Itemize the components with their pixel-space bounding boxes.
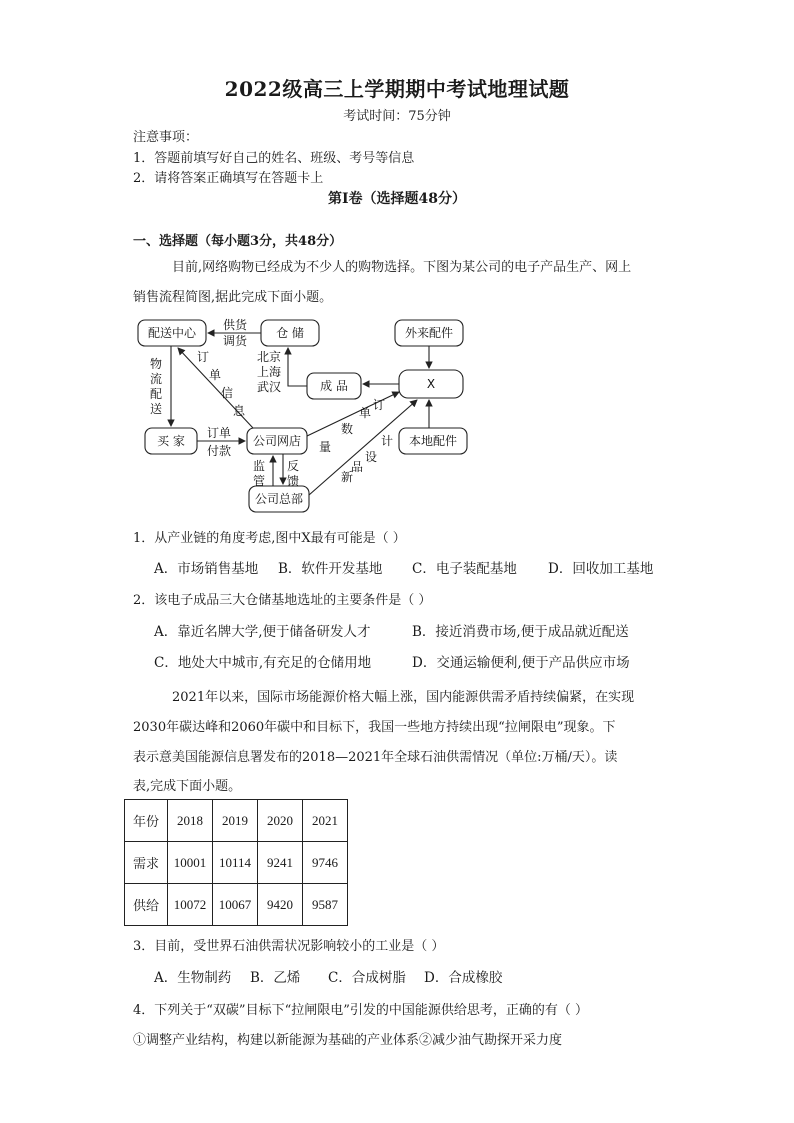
q4-line2: ①调整产业结构，构建以新能源为基础的产业体系②减少油气勘探开采力度 [133, 1033, 563, 1048]
table-cell: 10114 [213, 842, 258, 884]
intro2-line4: 表,完成下面小题。 [133, 779, 242, 794]
q2-option-b: B．接近消费市场,便于成品就近配送 [412, 624, 629, 640]
label-payment: 付款 [207, 444, 232, 458]
node-label-local-parts: 本地配件 [408, 434, 458, 448]
q1-option-d: D．回收加工基地 [548, 561, 654, 577]
part-one-heading: 一、选择题（每小题3分，共48分） [133, 234, 343, 249]
table-cell: 2020 [258, 800, 303, 842]
table-cell: 需求 [125, 842, 168, 884]
q2-option-a: A．靠近名牌大学,便于储备研发人才 [154, 624, 371, 640]
node-label-x: X [426, 377, 436, 391]
label-supervise-1: 监 [253, 459, 266, 473]
page-title: 2022级高三上学期期中考试地理试题 [224, 77, 570, 101]
label-logistics-1: 物 [150, 357, 163, 371]
label-new-design-2: 计 [381, 434, 394, 448]
label-city-wuhan: 武汉 [257, 380, 282, 394]
label-order-info-3: 信 [221, 386, 234, 400]
table-cell: 年份 [125, 800, 168, 842]
node-label-online-store: 公司网店 [252, 434, 302, 448]
table-cell: 9420 [258, 884, 303, 926]
label-new-design-1: 设 [365, 450, 378, 464]
q4-stem: 4．下列关于“双碳”目标下“拉闸限电”引发的中国能源供给思考，正确的有（ ） [133, 1003, 588, 1018]
intro2-line1: 2021年以来，国际市场能源价格大幅上涨，国内能源供需矛盾持续偏紧，在实现 [172, 690, 635, 705]
intro2-line2: 2030年碳达峰和2060年碳中和目标下，我国一些地方持续出现“拉闸限电”现象。下 [133, 720, 616, 735]
label-order: 订单 [207, 426, 232, 440]
intro2-line3: 表示意美国能源信息署发布的2018—2021年全球石油供需情况（单位:万桶/天）。读 [133, 750, 618, 765]
q1-stem: 1．从产业链的角度考虑,图中X最有可能是（ ） [133, 531, 406, 546]
table-cell: 2021 [303, 800, 348, 842]
label-new-design-4: 品 [351, 460, 364, 474]
label-logistics-2: 流 [150, 372, 163, 386]
q2-option-c: C．地处大中城市,有充足的仓储用地 [154, 655, 372, 671]
label-order-qty-4: 量 [319, 440, 332, 454]
node-label-headquarters: 公司总部 [254, 492, 304, 506]
notice-heading: 注意事项： [133, 130, 199, 145]
label-supply: 供货 [223, 318, 248, 332]
q3-option-a: A．生物制药 [154, 970, 232, 986]
label-order-qty-1: 订 [373, 398, 386, 412]
label-new-design-3: 新 [341, 470, 354, 484]
table-header-row [125, 800, 348, 842]
label-order-qty-3: 数 [341, 422, 354, 436]
node-label-external-parts: 外来配件 [404, 326, 454, 340]
table-cell: 9746 [303, 842, 348, 884]
intro1-line2: 销售流程简图,据此完成下面小题。 [133, 290, 333, 305]
table-cell: 10072 [168, 884, 213, 926]
label-order-info-2: 单 [209, 368, 222, 382]
intro1-line1: 目前,网络购物已经成为不少人的购物选择。下图为某公司的电子产品生产、网上 [172, 260, 632, 275]
node-label-product: 成 品 [320, 379, 348, 393]
table-cell: 9241 [258, 842, 303, 884]
table-row [125, 884, 348, 926]
label-city-shanghai: 上海 [257, 365, 282, 379]
table-cell: 9587 [303, 884, 348, 926]
label-order-info-4: 息 [233, 404, 246, 418]
node-label-buyer: 买 家 [157, 434, 185, 448]
node-label-warehouse: 仓 储 [276, 326, 304, 340]
notice-item-2: 2．请将答案正确填写在答题卡上 [133, 171, 324, 186]
q1-option-b: B．软件开发基地 [278, 561, 383, 577]
section-title: 第I卷（选择题48分） [327, 191, 467, 207]
label-order-info-1: 订 [197, 350, 210, 364]
exam-time: 考试时间：75分钟 [343, 109, 451, 124]
q2-stem: 2．该电子成品三大仓储基地选址的主要条件是（ ） [133, 593, 432, 608]
q1-option-a: A．市场销售基地 [154, 561, 259, 577]
label-supervise-2: 管 [253, 474, 266, 488]
table-row [125, 842, 348, 884]
q2-option-d: D．交通运输便利,便于产品供应市场 [412, 655, 630, 671]
label-city-beijing: 北京 [257, 350, 282, 364]
oil-supply-demand-table [124, 799, 348, 926]
table-cell: 10067 [213, 884, 258, 926]
label-logistics-4: 送 [150, 402, 163, 416]
table-cell: 2019 [213, 800, 258, 842]
table-cell: 2018 [168, 800, 213, 842]
label-allocate: 调货 [223, 334, 248, 348]
table-cell: 供给 [125, 884, 168, 926]
q3-stem: 3．目前，受世界石油供需状况影响较小的工业是（ ） [133, 939, 445, 954]
table-cell: 10001 [168, 842, 213, 884]
q3-option-c: C．合成树脂 [328, 970, 406, 986]
label-order-qty-2: 单 [359, 406, 372, 420]
notice-item-1: 1．答题前填写好自己的姓名、班级、考号等信息 [133, 151, 415, 166]
production-sales-flow-diagram [133, 315, 473, 515]
label-feedback-2: 馈 [287, 474, 300, 488]
q1-option-c: C．电子装配基地 [412, 561, 517, 577]
label-feedback-1: 反 [287, 459, 300, 473]
label-logistics-3: 配 [150, 387, 163, 401]
q3-option-d: D．合成橡胶 [424, 970, 503, 986]
q3-option-b: B．乙烯 [250, 970, 301, 986]
node-label-distribution-center: 配送中心 [147, 326, 197, 340]
